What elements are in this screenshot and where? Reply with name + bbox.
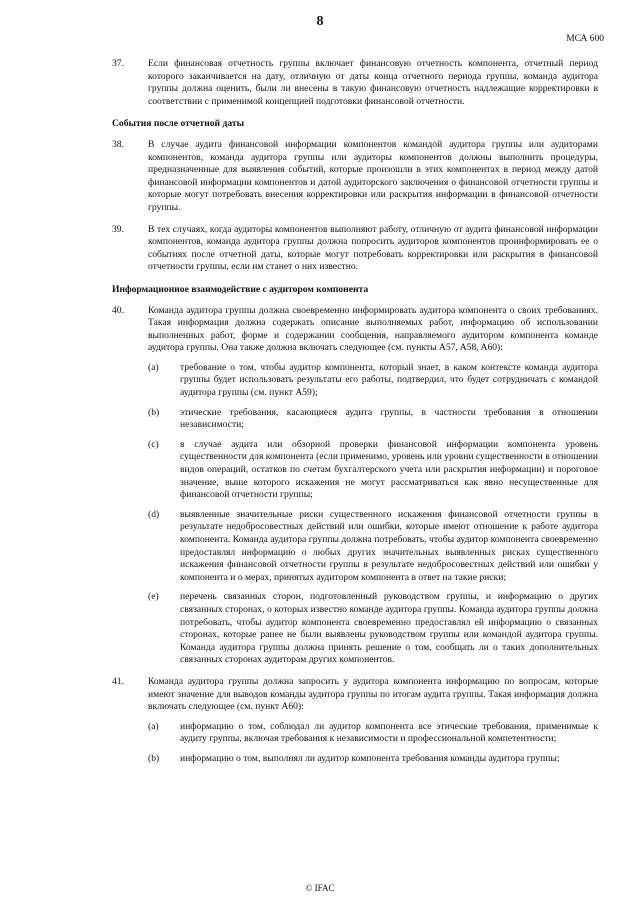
- item-letter: (e): [148, 591, 159, 603]
- paragraph-41: [112, 676, 598, 766]
- item-list: [148, 721, 598, 766]
- section-heading-subsequent-events: События после отчетной даты: [112, 118, 245, 130]
- paragraph-number: 38.: [112, 138, 124, 150]
- paragraph-37: [112, 58, 598, 108]
- document-body: [112, 58, 598, 775]
- item-text: перечень связанных сторон, подготовленный руководством группы, и информацию о других связанных сторонах, о которых известно команде аудитора группы. Команда аудитора группы должна потребовать, чтобы аудитор компонента своевременно предоставлял ей информацию о связанных сторонах, которые ранее не были выявлены руководством группы или командой аудитора группы. Команда аудитора группы должна принять решение о том, сообщать ли о таких дополнительных связанных сторонах аудиторам других компонентов.: [180, 591, 598, 666]
- copyright-footer: © IFAC: [305, 883, 335, 893]
- item-list: [148, 362, 598, 667]
- list-item: [148, 721, 598, 746]
- item-text: информацию о том, выполнял ли аудитор компонента требования команды аудитора группы;: [180, 752, 560, 764]
- section-heading-communication: Информационное взаимодействие с аудитором компонента: [112, 283, 369, 295]
- paragraph-text: Команда аудитора группы должна своевременно информировать аудитора компонента о своих требованиях. Такая информация должна содержать описание выполняемых работ, информацию об использовании выполненных работ, форме и содержании сообщения, направляемого аудитором компонента команде аудитора группы. Она также должна включать следующее (см. пункты A57, A58, A60):: [148, 304, 598, 354]
- item-letter: (d): [148, 508, 160, 520]
- item-letter: (a): [148, 361, 159, 373]
- item-letter: (b): [148, 752, 160, 764]
- paragraph-39: [112, 224, 598, 274]
- paragraph-text: Команда аудитора группы должна запросить у аудитора компонента информацию по вопросам, которые имеют значение для выводов команды аудитора группы по итогам аудита группы. Такая информация должна включать следующее (см. пункт A60):: [148, 675, 598, 713]
- paragraph-number: 37.: [112, 58, 124, 69]
- item-letter: (c): [148, 438, 159, 450]
- item-letter: (b): [148, 406, 160, 418]
- paragraph-number: 40.: [112, 304, 124, 316]
- document-code: МСА 600: [566, 34, 604, 44]
- item-text: этические требования, касающиеся аудита группы, в частности требования в отношении независимости;: [180, 406, 598, 431]
- list-item: [148, 407, 598, 432]
- paragraph-40: [112, 305, 598, 667]
- item-text: выявленные значительные риски существенного искажения финансовой отчетности группы в результате недобросовестных действий или ошибки, которые имеют отношение к работе аудитора компонента. Команда аудитора группы должна потребовать, чтобы аудитор компонента своевременно предоставлял информацию о любых других значительных выявленных рисках существенного искажения финансовой отчетности группы в результате недобросовестных действий или ошибки у компонента и о мерах, принятых аудитором компонента в ответ на такие риски;: [180, 508, 598, 583]
- item-text: информацию о том, соблюдал ли аудитор компонента все этические требования, применимые к аудиту группы, включая требования к независимости и профессиональной компетентности;: [180, 720, 598, 745]
- list-item: [148, 753, 598, 766]
- list-item: [148, 591, 598, 667]
- list-item: [148, 362, 598, 400]
- paragraph-number: 39.: [112, 223, 124, 235]
- page-number: 8: [316, 14, 324, 29]
- paragraph-text: В случае аудита финансовой информации компонентов командой аудитора группы или аудиторами компонентов, команда аудитора группы или аудиторы компонентов должны выполнить процедуры, предназначенные для выявления событий, которые произошли в этих компонентах в период между датой финансовой информации компонентов и датой аудиторского заключения о финансовой отчетности группы и которые могут потребовать внесения корректировки или раскрытия информации в финансовой отчетности группы.: [148, 138, 598, 213]
- paragraph-38: [112, 139, 598, 215]
- paragraph-text: Если финансовая отчетность группы включает финансовую отчетность компонента, отчетный период которого заканчивается на дату, отличную от даты конца отчетного периода группы, команда аудитора группы должна оценить, были ли внесены в такую финансовую отчетность надлежащие корректировки в соответствии с применимой концепцией подготовки финансовой отчетности.: [148, 58, 598, 107]
- paragraph-number: 41.: [112, 675, 124, 687]
- item-text: требование о том, чтобы аудитор компонента, который знает, в каком контексте команда аудитора группы будет использовать результаты его работы, подтвердил, что будет сотрудничать с командой аудитора группы (см. пункт A59);: [180, 361, 598, 399]
- list-item: [148, 439, 598, 502]
- list-item: [148, 509, 598, 585]
- item-letter: (a): [148, 720, 159, 732]
- item-text: в случае аудита или обзорной проверки финансовой информации компонента уровень существенности для компонента (если применимо, уровень или уровни существенности в отношении видов операций, остатков по счетам бухгалтерского учета или раскрытия информации) и пороговое значение, выше которого искажения не могут рассматриваться как явно несущественные для финансовой отчетности группы;: [180, 438, 598, 501]
- paragraph-text: В тех случаях, когда аудиторы компонентов выполняют работу, отличную от аудита финансовой информации компонентов, команда аудитора группы должна попросить аудиторов компонентов проинформировать ее о событиях после отчетной даты, которые могут потребовать корректировки или раскрытия в финансовой отчетности группы, если им станет о них известно.: [148, 223, 598, 273]
